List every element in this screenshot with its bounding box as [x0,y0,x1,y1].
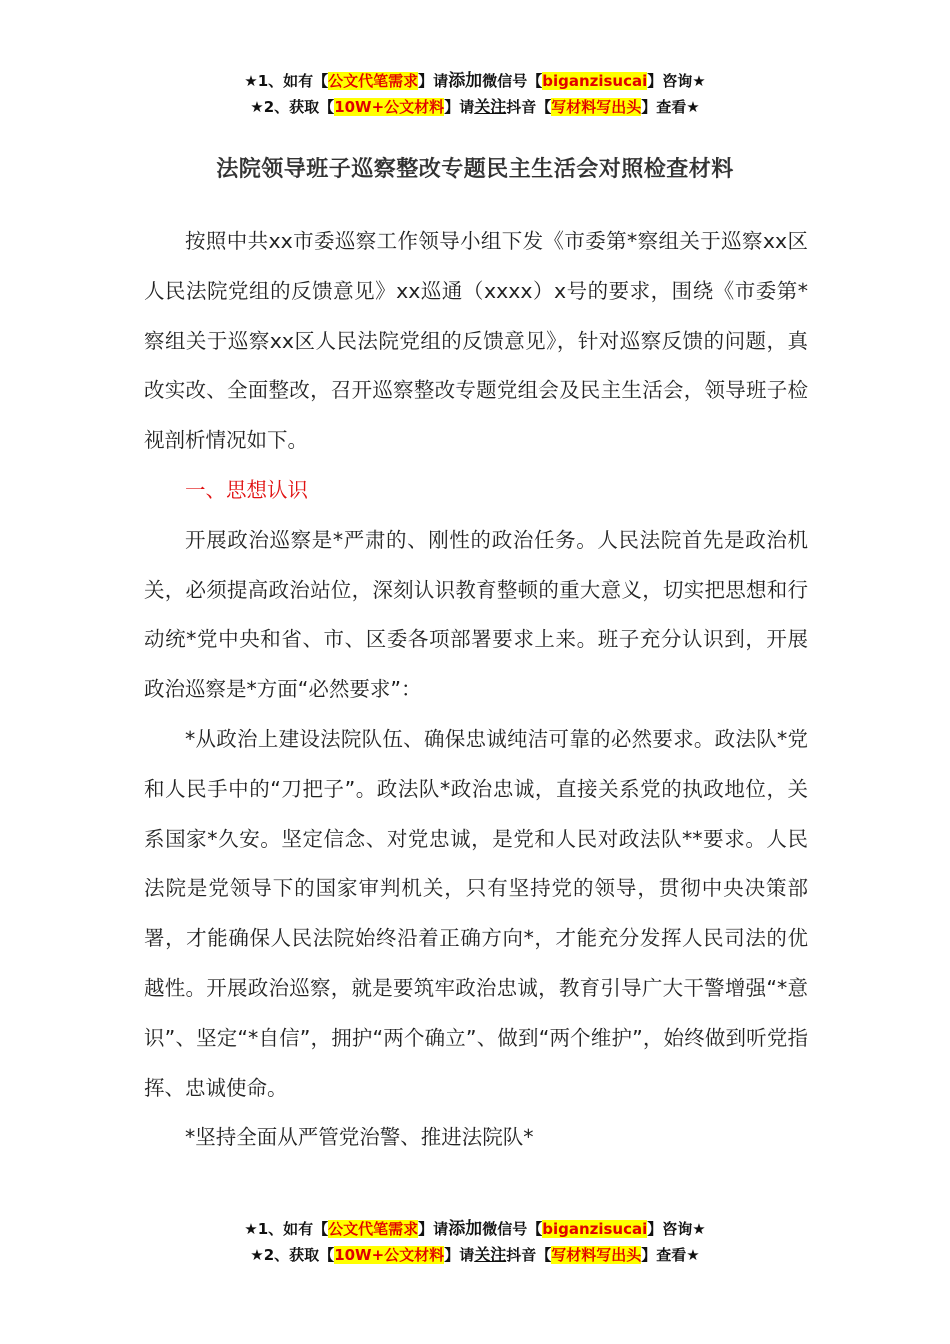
promo-wechat-id: biganzisucai [542,1220,648,1238]
promo-emphasis: 添加 [448,71,483,91]
promo-emphasis: 关注 [474,1245,507,1264]
promo-text: 】请 [444,1246,475,1264]
promo-text: ★2、获取【 [250,1246,335,1264]
promo-text: ★1、如有【 [244,1220,329,1238]
promo-highlight: 公文代笔需求 [328,72,419,90]
promo-text: 】请 [444,98,475,116]
promo-text: 】请 [418,1220,449,1238]
promo-text: 微信号【 [482,1220,543,1238]
promo-line-2 [0,1242,950,1268]
paragraph: 开展政治巡察是*严肃的、刚性的政治任务。人民法院首先是政治机关，必须提高政治站位，深刻认识教育整顿的重大意义，切实把思想和行动统*党中央和省、市、区委各项部署要求上来。班子充分认识到，开展政治巡察是*方面“必然要求”： [144,527,808,702]
promo-highlight: 10W+公文材料 [334,98,445,116]
promo-text: 】请 [418,72,449,90]
promo-text: ★2、获取【 [250,98,335,116]
promo-text: 】查看★ [641,98,700,116]
promo-douyin-id: 写材料写出头 [551,1246,642,1264]
promo-highlight: 10W+公文材料 [334,1246,445,1264]
promo-text: 】查看★ [641,1246,700,1264]
promo-line-1 [0,1217,950,1242]
promo-text: 抖音【 [506,98,552,116]
document-body [144,217,808,1163]
promo-douyin-id: 写材料写出头 [551,98,642,116]
promo-line-2 [0,94,950,120]
promo-emphasis: 添加 [448,1219,483,1239]
promo-wechat-id: biganzisucai [542,72,648,90]
promo-emphasis: 关注 [474,97,507,116]
section-heading: 一、思想认识 [185,477,308,502]
promo-text: 微信号【 [482,72,543,90]
document-title: 法院领导班子巡察整改专题民主生活会对照检查材料 [216,157,734,182]
paragraph-intro: 按照中共xx市委巡察工作领导小组下发《市委第*察组关于巡察xx区人民法院党组的反馈意见》xx巡通（xxxx）x号的要求，围绕《市委第*察组关于巡察xx区人民法院党组的反馈意见》，针对巡察反馈的问题，真改实改、全面整改，召开巡察整改专题党组会及民主生活会，领导班子检视剖析情况如下。 [144,229,808,453]
promo-highlight: 公文代笔需求 [328,1220,419,1238]
promo-banner-top [0,69,950,120]
promo-text: 抖音【 [506,1246,552,1264]
promo-line-1 [0,69,950,94]
promo-text: 】咨询★ [647,72,706,90]
promo-text: ★1、如有【 [244,72,329,90]
promo-text: 】咨询★ [647,1220,706,1238]
paragraph: *坚持全面从严管党治警、推进法院队* [185,1125,534,1150]
promo-banner-bottom [0,1217,950,1268]
paragraph: *从政治上建设法院队伍、确保忠诚纯洁可靠的必然要求。政法队*党和人民手中的“刀把子”。政法队*政治忠诚，直接关系党的执政地位，关系国家*久安。坚定信念、对党忠诚，是党和人民对政法队**要求。人民法院是党领导下的国家审判机关，只有坚持党的领导，贯彻中央决策部署，才能确保人民法院始终沿着正确方向*，才能充分发挥人民司法的优越性。开展政治巡察，就是要筑牢政治忠诚，教育引导广大干警增强“*意识”、坚定“*自信”，拥护“两个确立”、做到“两个维护”，始终做到听党指挥、忠诚使命。 [144,726,808,1100]
